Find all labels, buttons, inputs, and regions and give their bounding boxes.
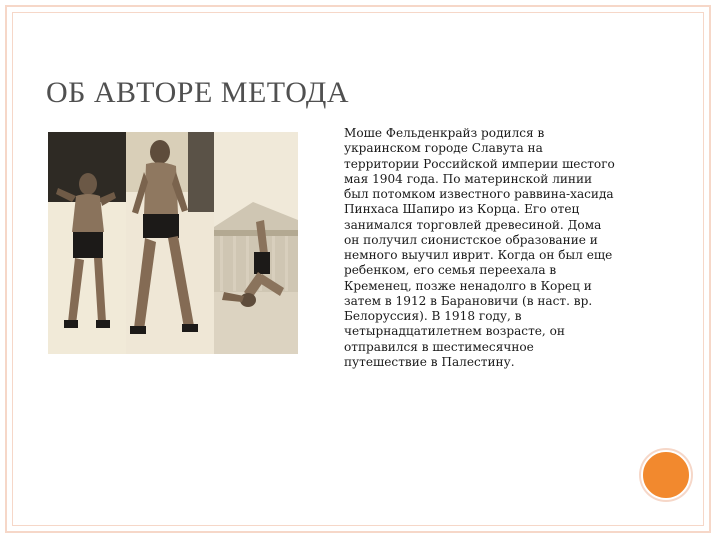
bio-line: мая 1904 года. По материнской линии [344,171,593,186]
bio-line: Белоруссия). В 1918 году, в [344,309,522,323]
bio-line: немного выучил иврит. Когда он был еще [344,248,613,262]
bio-line: украинском городе Славута на [344,141,543,156]
bio-line: он получил сионистское образование и [344,232,598,247]
bio-line: Кременец, позже ненадолго в Корец и [344,278,592,293]
bio-line: Пинхаса Шапиро из Корца. Его отец [344,202,580,217]
bio-line: отправился в шестимесячное [344,339,534,354]
accent-circle [641,450,691,500]
slide-title: ОБ АВТОРЕ МЕТОДА [46,76,350,109]
bio-line: ребенком, его семья переехала в [344,263,557,278]
bio-line: занимался торговлей древесиной. Дома [344,217,602,232]
bio-line: путешествие в Палестину. [344,354,515,369]
bio-line: четырнадцатилетнем возрасте, он [344,324,565,339]
bio-line: был потомком известного раввина-хасида [344,187,614,201]
bio-line: территории Российской империи шестого [344,156,615,171]
author-biography [344,126,674,370]
author-photo [48,132,298,354]
bio-line: затем в 1912 в Барановичи (в наст. вр. [344,293,593,308]
bio-line: Моше Фельденкрайз родился в [344,126,545,140]
